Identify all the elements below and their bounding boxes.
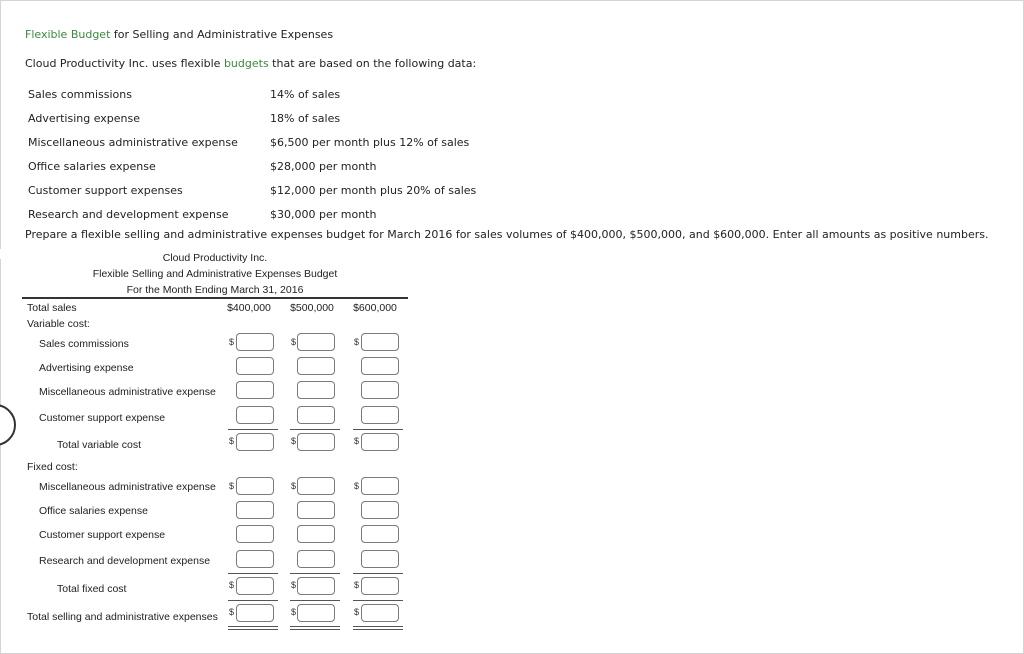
- data-label: Customer support expenses: [28, 183, 183, 197]
- subtotal-rule: [290, 573, 340, 574]
- amount-input[interactable]: [297, 477, 335, 495]
- amount-input[interactable]: [297, 333, 335, 351]
- total-fixed-input[interactable]: [236, 577, 274, 595]
- total-variable-input[interactable]: [297, 433, 335, 451]
- row-label: Sales commissions: [39, 338, 129, 350]
- amount-input[interactable]: [236, 525, 274, 543]
- total-sales-label: Total sales: [27, 302, 77, 314]
- row-label: Research and development expense: [39, 555, 211, 567]
- data-row: [28, 154, 476, 178]
- amount-input[interactable]: [236, 501, 274, 519]
- amount-input[interactable]: [297, 406, 335, 424]
- amount-input[interactable]: [297, 550, 335, 568]
- subtotal-rule: [228, 429, 278, 430]
- total-fixed-input[interactable]: [297, 577, 335, 595]
- total-variable-input[interactable]: [236, 433, 274, 451]
- amount-input[interactable]: [236, 333, 274, 351]
- amount-input[interactable]: [236, 406, 274, 424]
- column-header: $400,000: [227, 302, 271, 314]
- row-label: Customer support expense: [39, 412, 166, 424]
- data-value: $28,000 per month: [270, 159, 377, 173]
- data-label: Miscellaneous administrative expense: [28, 135, 238, 149]
- dollar-sign: $: [229, 337, 235, 347]
- data-row: [28, 130, 476, 154]
- dollar-sign: $: [229, 436, 235, 446]
- data-label: Advertising expense: [28, 111, 141, 125]
- column-header: $500,000: [290, 302, 334, 314]
- grand-total-rule: [290, 626, 340, 630]
- row-label: Miscellaneous administrative expense: [39, 386, 216, 398]
- amount-input[interactable]: [361, 381, 399, 399]
- subtotal-rule: [353, 429, 403, 430]
- dollar-sign: $: [229, 607, 235, 617]
- amount-input[interactable]: [297, 381, 335, 399]
- amount-input[interactable]: [297, 525, 335, 543]
- dollar-sign: $: [291, 436, 297, 446]
- amount-input[interactable]: [236, 550, 274, 568]
- dollar-sign: $: [229, 580, 235, 590]
- amount-input[interactable]: [297, 501, 335, 519]
- intro-after: that are based on the following data:: [268, 57, 477, 70]
- data-label: Office salaries expense: [28, 159, 156, 173]
- data-row: [28, 106, 476, 130]
- row-label: Customer support expense: [39, 529, 166, 541]
- total-expenses-input[interactable]: [361, 604, 399, 622]
- data-value: $12,000 per month plus 20% of sales: [270, 183, 477, 197]
- intro-text: [25, 57, 476, 70]
- subtotal-rule: [290, 429, 340, 430]
- budget-period: For the Month Ending March 31, 2016: [126, 284, 304, 296]
- grand-total-rule: [353, 626, 403, 630]
- amount-input[interactable]: [361, 525, 399, 543]
- subtotal-rule: [353, 600, 403, 601]
- data-value: 14% of sales: [270, 87, 341, 101]
- instructions-text: Prepare a flexible selling and administrative expenses budget for March 2016 for sales volumes of $400,000, $500,000, and $600,000. Enter all amounts as positive numbers.: [25, 228, 989, 241]
- subtotal-rule: [228, 573, 278, 574]
- total-expenses-input[interactable]: [236, 604, 274, 622]
- subtotal-rule: [290, 600, 340, 601]
- dollar-sign: $: [354, 607, 360, 617]
- dollar-sign: $: [291, 580, 297, 590]
- data-label: Sales commissions: [28, 87, 132, 101]
- dollar-sign: $: [229, 481, 235, 491]
- data-value: 18% of sales: [270, 111, 341, 125]
- subtotal-rule: [228, 600, 278, 601]
- data-value: $6,500 per month plus 12% of sales: [270, 135, 470, 149]
- dollar-sign: $: [354, 580, 360, 590]
- total-fixed-label: Total fixed cost: [57, 583, 127, 595]
- subtotal-rule: [353, 573, 403, 574]
- row-label: Miscellaneous administrative expense: [39, 481, 216, 493]
- data-label: Research and development expense: [28, 207, 229, 221]
- amount-input[interactable]: [361, 406, 399, 424]
- fixed-cost-label: Fixed cost:: [27, 461, 78, 473]
- title-text: for Selling and Administrative Expenses: [110, 28, 334, 41]
- amount-input[interactable]: [361, 550, 399, 568]
- total-fixed-input[interactable]: [361, 577, 399, 595]
- dollar-sign: $: [354, 337, 360, 347]
- budget-company: Cloud Productivity Inc.: [162, 252, 268, 264]
- data-row: [28, 178, 476, 202]
- header-rule: [22, 297, 408, 299]
- amount-input[interactable]: [361, 333, 399, 351]
- data-row: [28, 202, 476, 226]
- dollar-sign: $: [291, 607, 297, 617]
- flexible-budget-link[interactable]: Flexible Budget: [25, 28, 111, 41]
- data-row: [28, 82, 476, 106]
- amount-input[interactable]: [297, 357, 335, 375]
- given-data-table: [28, 82, 476, 226]
- frame-gap: [0, 249, 20, 259]
- page-title: [25, 28, 333, 41]
- amount-input[interactable]: [236, 357, 274, 375]
- amount-input[interactable]: [236, 381, 274, 399]
- dollar-sign: $: [291, 337, 297, 347]
- budget-title: Flexible Selling and Administrative Expenses Budget: [92, 268, 338, 280]
- grand-total-rule: [228, 626, 278, 630]
- row-label: Office salaries expense: [39, 505, 148, 517]
- dollar-sign: $: [354, 481, 360, 491]
- amount-input[interactable]: [361, 357, 399, 375]
- budgets-link[interactable]: budgets: [223, 57, 269, 70]
- dollar-sign: $: [354, 436, 360, 446]
- amount-input[interactable]: [361, 501, 399, 519]
- amount-input[interactable]: [236, 477, 274, 495]
- variable-cost-label: Variable cost:: [27, 318, 90, 330]
- data-value: $30,000 per month: [270, 207, 377, 221]
- dollar-sign: $: [291, 481, 297, 491]
- row-label: Advertising expense: [39, 362, 134, 374]
- intro-before: Cloud Productivity Inc. uses flexible: [25, 57, 224, 70]
- total-expenses-input[interactable]: [297, 604, 335, 622]
- total-variable-input[interactable]: [361, 433, 399, 451]
- total-expenses-label: Total selling and administrative expenses: [27, 611, 218, 623]
- amount-input[interactable]: [361, 477, 399, 495]
- total-variable-label: Total variable cost: [57, 439, 142, 451]
- column-header: $600,000: [353, 302, 397, 314]
